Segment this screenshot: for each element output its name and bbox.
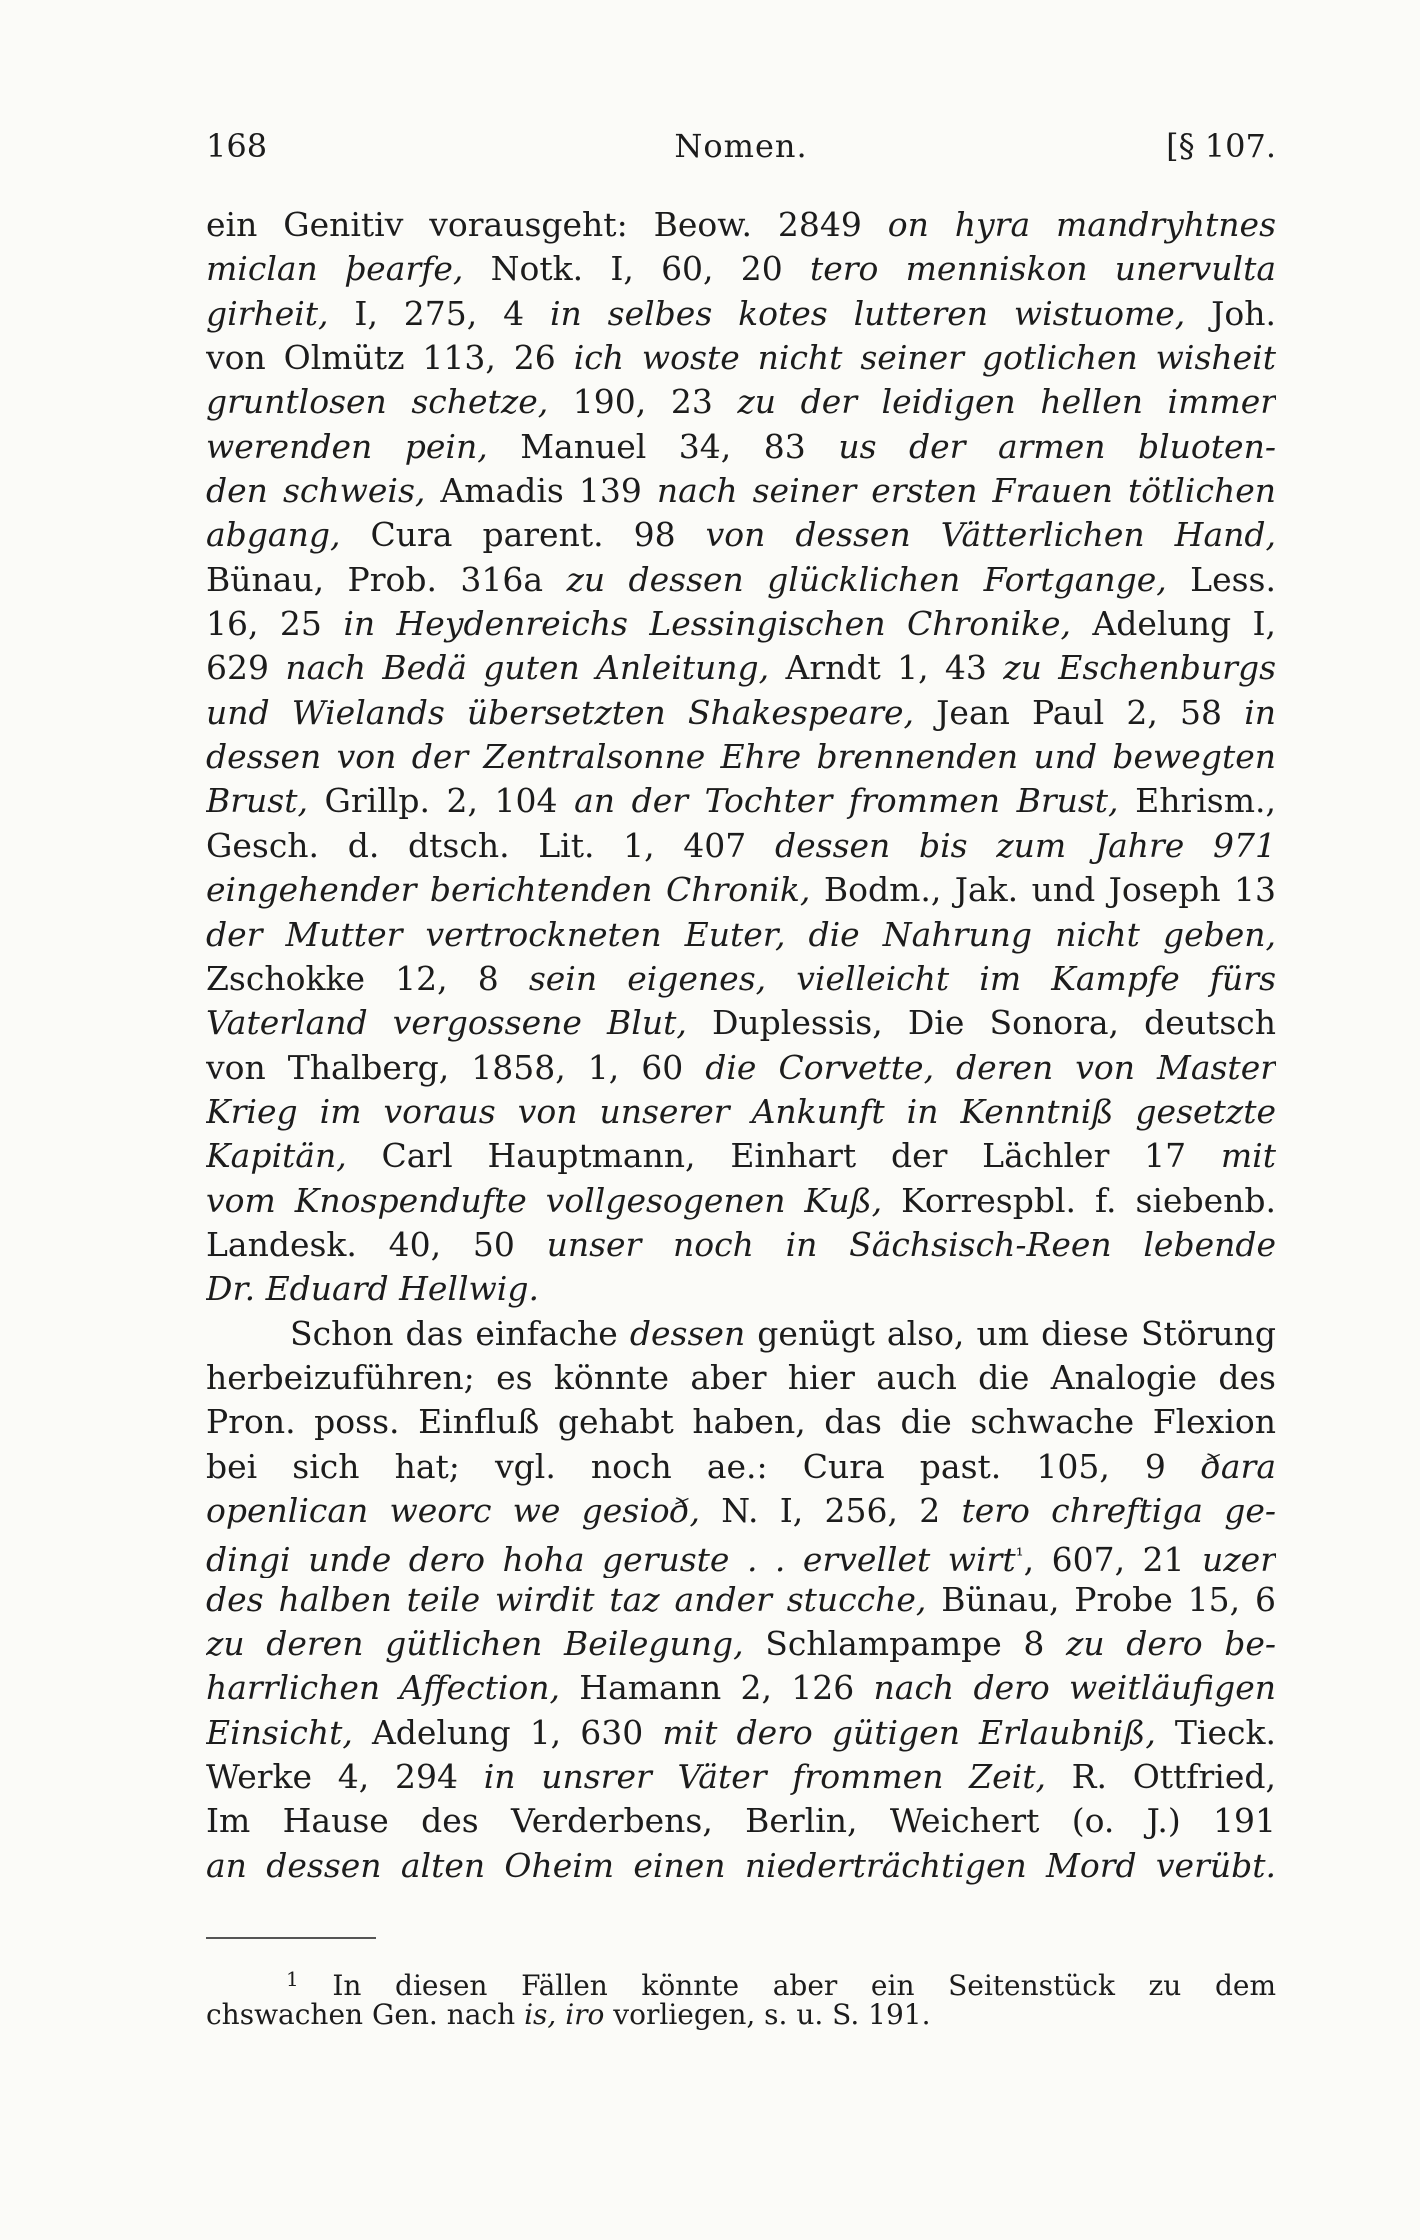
text-segment: 629 — [206, 648, 286, 688]
italic-quotation: zu deren gütlichen Beilegung, — [206, 1624, 744, 1663]
text-line — [206, 558, 1276, 602]
text-segment: Notk. I, 60, 20 — [463, 249, 810, 289]
page-number: 168 — [206, 127, 268, 165]
text-segment: Cura parent. 98 — [340, 515, 706, 555]
italic-quotation: vom Knospendufte vollgesogenen Kuß, — [206, 1180, 883, 1220]
text-line — [206, 380, 1276, 424]
text-segment: , 607, 21 — [1023, 1540, 1203, 1578]
footnote-line — [206, 1961, 1276, 2002]
text-segment: Joh. — [1185, 293, 1276, 333]
italic-quotation: zu dero be- — [1066, 1624, 1276, 1663]
text-line — [206, 1400, 1276, 1444]
text-line — [206, 1090, 1276, 1134]
footnote-text: vorliegen, s. u. S. 191. — [604, 1998, 931, 2031]
text-line — [206, 336, 1276, 380]
text-segment: Zschokke 12, 8 — [206, 958, 529, 998]
text-segment: Pron. poss. Einfluß gehabt haben, das die schwache Flexion — [206, 1402, 1276, 1442]
text-line — [206, 247, 1276, 291]
text-line — [206, 513, 1276, 557]
italic-quotation: und Wielands übersetzten Shakespeare, — [206, 692, 915, 732]
text-segment: Landesk. 40, 50 — [206, 1224, 547, 1264]
text-line — [206, 691, 1276, 735]
text-line — [206, 292, 1276, 336]
text-segment: Schlampampe 8 — [743, 1624, 1067, 1663]
text-line — [206, 1711, 1276, 1755]
text-segment: von Olmütz 113, 26 — [206, 338, 574, 378]
italic-quotation: des halben teile wirdit taz ander stucche, — [206, 1579, 927, 1619]
italic-quotation: den schweis, — [206, 471, 426, 511]
text-segment: Schon das einfache — [290, 1313, 630, 1353]
text-line — [206, 735, 1276, 779]
text-line — [206, 469, 1276, 513]
text-line — [206, 779, 1276, 823]
text-segment: herbeizuführen; es könnte aber hier auch die Analogie des — [206, 1357, 1276, 1397]
text-segment: bei sich hat; vgl. noch ae.: Cura past. 105, 9 — [206, 1446, 1201, 1486]
italic-quotation: zu der leidigen hellen immer — [737, 382, 1276, 422]
italic-quotation: ðara — [1201, 1446, 1276, 1486]
italic-quotation: gruntlosen schetze, — [206, 382, 549, 422]
italic-quotation: Kapitän, — [206, 1136, 347, 1176]
text-line — [206, 1134, 1276, 1178]
italic-quotation: mit — [1220, 1136, 1276, 1176]
italic-quotation: Krieg im voraus von unserer Ankunft in Kenntniß gesetzte — [206, 1091, 1276, 1131]
footnote-line — [206, 1997, 1276, 2033]
italic-quotation: ich woste nicht seiner gotlichen wisheit — [573, 338, 1276, 378]
italic-quotation: in selbes kotes lutteren wistuome, — [549, 293, 1186, 333]
text-segment: Hamann 2, 126 — [560, 1668, 874, 1708]
italic-quotation: Dr. Eduard Hellwig. — [206, 1269, 539, 1309]
italic-quotation: abgang, — [206, 515, 341, 555]
text-line — [206, 1223, 1276, 1267]
italic-quotation: tero menniskon unervulta — [809, 249, 1276, 289]
text-line — [206, 1001, 1276, 1045]
text-line — [206, 1445, 1276, 1489]
italic-quotation: sein eigenes, vielleicht im Kampfe fürs — [528, 958, 1276, 998]
text-segment: Arndt 1, 43 — [769, 648, 1004, 688]
text-segment: Amadis 139 — [425, 471, 657, 511]
italic-quotation: Einsicht, — [206, 1712, 353, 1752]
text-segment: R. Ottfried, — [1045, 1757, 1276, 1797]
text-segment: Duplessis, Die Sonora, deutsch — [686, 1003, 1276, 1043]
italic-quotation: uzer — [1202, 1540, 1276, 1578]
text-line — [206, 1578, 1276, 1622]
text-segment: Tieck. — [1155, 1712, 1276, 1752]
italic-quotation: dessen von der Zentralsonne Ehre brennenden und bewegten — [206, 737, 1276, 777]
text-line — [206, 1179, 1276, 1223]
italic-quotation: miclan þearfe, — [206, 249, 464, 289]
text-segment: genügt also, um diese Störung — [745, 1313, 1276, 1353]
text-line — [206, 824, 1276, 868]
text-line — [206, 1622, 1276, 1666]
italic-quotation: dingi unde dero hoha geruste . . ervellet wirt — [206, 1540, 1016, 1578]
text-line — [206, 1489, 1276, 1533]
italic-quotation: on hyra mandryhtnes — [887, 205, 1276, 244]
text-line — [206, 913, 1276, 957]
text-segment: I, 275, 4 — [328, 293, 550, 333]
footnote-italic-text: is, iro — [524, 1998, 605, 2031]
text-line — [206, 1799, 1276, 1843]
section-number: [§ 107. — [1166, 127, 1276, 165]
text-segment: Werke 4, 294 — [206, 1757, 484, 1797]
text-segment: Adelung 1, 630 — [352, 1712, 663, 1752]
text-line — [206, 602, 1276, 646]
text-segment: Grillp. 2, 104 — [307, 781, 575, 821]
text-segment: Adelung I, — [1070, 604, 1276, 644]
italic-quotation: girheit, — [206, 293, 329, 333]
text-line — [206, 1046, 1276, 1090]
footnote-divider — [206, 1937, 376, 1939]
text-segment: Korrespbl. f. siebenb. — [882, 1180, 1276, 1220]
text-segment: Ehrism., — [1118, 781, 1276, 821]
italic-quotation: von dessen Vätterlichen Hand, — [705, 515, 1276, 555]
body-text — [206, 203, 1276, 1888]
italic-quotation: an dessen alten Oheim einen niederträchtigen Mord verübt. — [206, 1845, 1276, 1885]
text-line — [206, 425, 1276, 469]
italic-quotation: an der Tochter frommen Brust, — [574, 781, 1119, 821]
text-segment: N. I, 256, 2 — [700, 1490, 962, 1530]
italic-quotation: zu Eschenburgs — [1003, 648, 1276, 688]
text-segment: Bodm., Jak. und Joseph 13 — [810, 870, 1276, 910]
italic-quotation: mit dero gütigen Erlaubniß, — [662, 1712, 1156, 1752]
italic-quotation: Vaterland vergossene Blut, — [206, 1003, 687, 1043]
text-line — [206, 1844, 1276, 1888]
text-segment: Bünau, Prob. 316a — [206, 559, 567, 599]
text-segment: 190, 23 — [548, 382, 738, 422]
text-line — [206, 1666, 1276, 1710]
text-segment: Gesch. d. dtsch. Lit. 1, 407 — [206, 825, 775, 865]
italic-quotation: nach Bedä guten Anleitung, — [285, 648, 770, 688]
text-segment: Bünau, Probe 15, 6 — [926, 1579, 1276, 1619]
text-line — [206, 1533, 1276, 1577]
italic-quotation: in unsrer Väter frommen Zeit, — [483, 1757, 1046, 1797]
text-segment: Jean Paul 2, 58 — [914, 692, 1245, 732]
text-line — [206, 868, 1276, 912]
page-title: Nomen. — [674, 127, 808, 165]
text-line — [206, 1312, 1276, 1356]
italic-quotation: die Corvette, deren von Master — [705, 1047, 1276, 1087]
footnote-marker: 1 — [286, 1967, 299, 1991]
footnote-reference: ¹ — [1015, 1543, 1024, 1568]
italic-quotation: tero chreftiga ge- — [961, 1490, 1276, 1530]
italic-quotation: in Heydenreichs Lessingischen Chronike, — [343, 604, 1071, 644]
text-segment: Manuel 34, 83 — [487, 426, 839, 466]
text-segment: Carl Hauptmann, Einhart der Lächler 17 — [346, 1136, 1221, 1176]
text-line — [206, 203, 1276, 247]
italic-quotation: Brust, — [206, 781, 308, 821]
text-segment: Im Hause des Verderbens, Berlin, Weichert (o. J.) 191 — [206, 1801, 1276, 1841]
italic-quotation: der Mutter vertrockneten Euter, die Nahrung nicht geben, — [206, 914, 1276, 954]
footnote — [206, 1961, 1276, 2033]
italic-quotation: us der armen bluoten- — [838, 426, 1276, 466]
text-segment: Less. — [1166, 559, 1276, 599]
italic-quotation: nach seiner ersten Frauen tötlichen — [656, 471, 1276, 511]
footnote-text: chswachen Gen. nach — [206, 1998, 525, 2031]
text-segment: von Thalberg, 1858, 1, 60 — [206, 1047, 706, 1087]
text-line — [206, 957, 1276, 1001]
italic-quotation: eingehender berichtenden Chronik, — [206, 870, 811, 910]
text-segment: ein Genitiv vorausgeht: Beow. 2849 — [206, 205, 888, 244]
italic-quotation: dessen — [629, 1313, 746, 1353]
text-line — [206, 646, 1276, 690]
italic-quotation: harrlichen Affection, — [206, 1668, 561, 1708]
text-line — [206, 1755, 1276, 1799]
italic-quotation: dessen bis zum Jahre 971 — [774, 825, 1276, 865]
italic-quotation: openlican weorc we gesioð, — [206, 1490, 701, 1530]
italic-quotation: in — [1244, 692, 1276, 732]
text-segment: 16, 25 — [206, 604, 344, 644]
italic-quotation: unser noch in Sächsisch-Reen lebende — [546, 1224, 1276, 1264]
italic-quotation: werenden pein, — [206, 426, 488, 466]
italic-quotation: nach dero weitläufigen — [873, 1668, 1276, 1708]
text-line — [206, 1267, 1276, 1311]
footnote-text: In diesen Fällen könnte aber ein Seitenstück zu dem — [332, 1969, 1276, 2002]
italic-quotation: zu dessen glücklichen Fortgange, — [566, 559, 1167, 599]
text-line — [206, 1356, 1276, 1400]
